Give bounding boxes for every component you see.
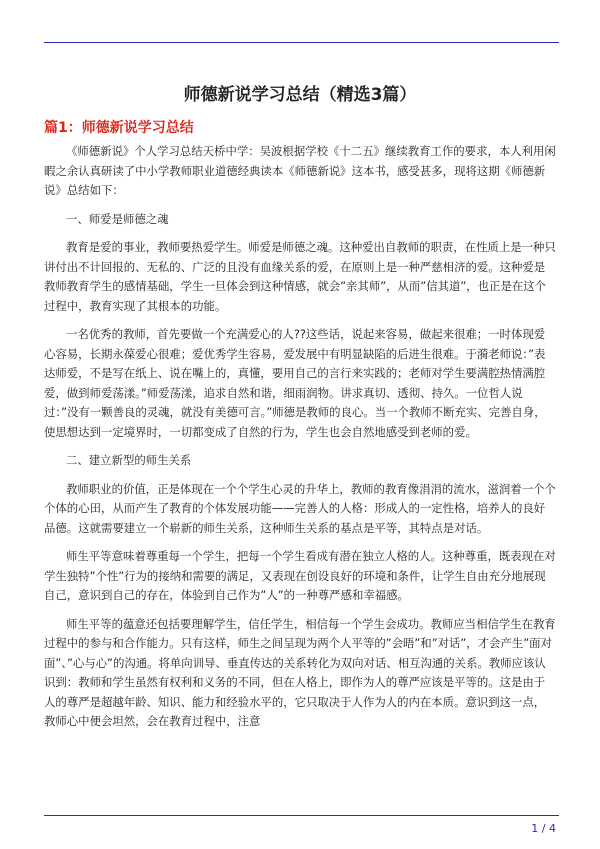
footer-rule xyxy=(44,815,559,816)
paragraph: 一名优秀的教师，首先要做一个充满爱心的人??这些话，说起来容易，做起来很难；一时体现爱心容易，长期永葆爱心很难；爱优秀学生容易，爱发展中有明显缺陷的后进生很难。于漪老师说：”表达师爱，不是写在纸上、说在嘴上的，真懂，要用自己的言行来实践的；老师对学生要满腔热情满腔爱，做到师爱荡漾。”师爱荡漾，追求自然和谐，细雨润物。讲求真切、透彻、持久。一位哲人说过：”没有一颗善良的灵魂，就没有美德可言。”师德是教师的良心。当一个教师不断充实、完善自身，使思想达到一定境界时，一切都变成了自然的行为，学生也会自然地感受到老师的爱。 xyxy=(44,327,546,439)
paragraph: 教育是爱的事业，教师要热爱学生。师爱是师德之魂。这种爱出自教师的职责，在性质上是一种只讲付出不计回报的、无私的、广泛的且没有血缘关系的爱，在原则上是一种严慈相济的爱。这种爱是教师教育学生的感情基础，学生一旦体会到这种情感，就会”亲其师”，从而”信其道”，也正是在这个过程中，教育实现了其根本的功能。 xyxy=(44,240,556,313)
subheading-1: 一、师爱是师德之魂 xyxy=(66,211,169,226)
section-heading: 篇1：师德新说学习总结 xyxy=(44,120,194,136)
document-title: 师德新说学习总结（精选3篇） xyxy=(183,85,417,105)
document-body xyxy=(44,142,556,732)
paragraph: 教师职业的价值，正是体现在一个个学生心灵的升华上，教师的教育像涓涓的流水，滋润着一个个个体的心田，从而产生了教育的个体发展功能——完善人的人格：形成人的一定性格，培养人的良好品德。这就需要建立一个崭新的师生关系，这种师生关系的基点是平等，其特点是对话。 xyxy=(44,481,556,535)
subheading-2: 二、建立新型的师生关系 xyxy=(66,453,192,467)
header-rule xyxy=(44,42,559,43)
paragraph-intro: 《师德新说》个人学习总结天桥中学：吴波根据学校《十二五》继续教育工作的要求，本人利用闲暇之余认真研读了中小学教师职业道德经典读本《师德新说》这本书，感受甚多，现将这期《师德新说》总结如下： xyxy=(44,144,556,197)
paragraph: 师生平等意味着尊重每一个学生，把每一个学生看成有潜在独立人格的人。这种尊重，既表现在对学生独特”个性”行为的接纳和需要的满足，又表现在创设良好的环境和条件，让学生自由充分地展现自己，意识到自己的存在，体验到自己作为”人”的一种尊严感和幸福感。 xyxy=(44,549,556,602)
page-indicator: 1 / 4 xyxy=(531,822,556,835)
paragraph: 师生平等的蕴意还包括要理解学生，信任学生，相信每一个学生会成功。教师应当相信学生在教育过程中的参与和合作能力。只有这样，师生之间呈现为两个人平等的”会晤”和”对话”，才会产生”面对面”、”心与心”的沟通。将单向训导、垂直传达的关系转化为双向对话、相互沟通的关系。教师应该认识到：教师和学生虽然有权利和义务的不同，但在人格上，即作为人的尊严应该是平等的。这是由于人的尊严是超越年龄、知识、能力和经验水平的，它只取决于人作为人的内在本质。意识到这一点，教师心中便会坦然，会在教育过程中，注意 xyxy=(44,616,556,728)
